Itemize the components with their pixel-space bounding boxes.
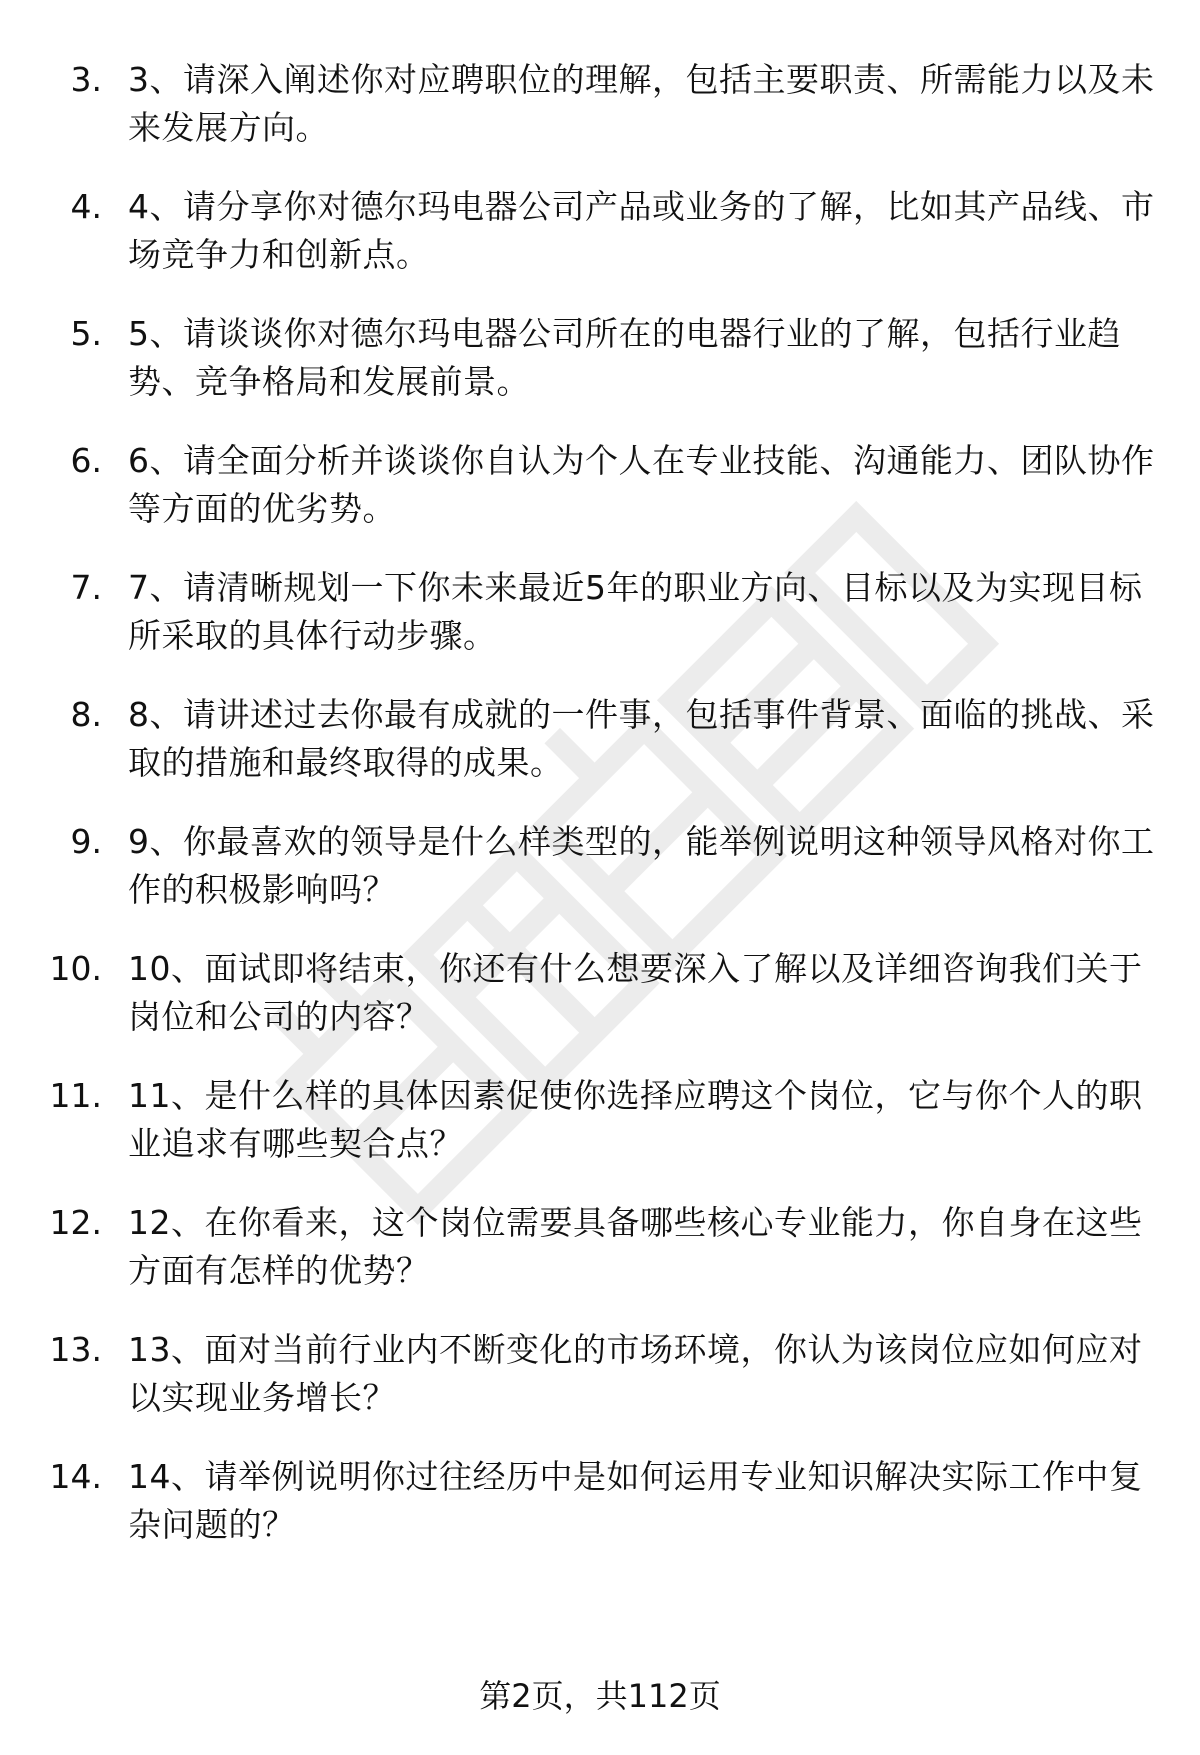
item-number: 10.: [49, 949, 102, 988]
item-number: 4.: [70, 187, 102, 226]
list-item: [0, 183, 1200, 310]
page-indicator: 第2页，共112页: [479, 1677, 721, 1715]
item-number: 3.: [70, 60, 102, 99]
item-number: 11.: [49, 1076, 102, 1115]
item-number: 6.: [70, 441, 102, 480]
item-number: 5.: [70, 314, 102, 353]
page-footer: [0, 1676, 1200, 1716]
item-number: 12.: [49, 1203, 102, 1242]
question-text: 11、是什么样的具体因素促使你选择应聘这个岗位，它与你个人的职业追求有哪些契合点？: [128, 1076, 1143, 1163]
list-item: [0, 1072, 1200, 1199]
list-item: [0, 310, 1200, 437]
list-item: [0, 818, 1200, 945]
item-number: 8.: [70, 695, 102, 734]
list-item: [0, 945, 1200, 1072]
list-item: [0, 1326, 1200, 1453]
list-item: [0, 437, 1200, 564]
list-item: [0, 691, 1200, 818]
question-text: 10、面试即将结束，你还有什么想要深入了解以及详细咨询我们关于岗位和公司的内容？: [128, 949, 1143, 1036]
question-text: 4、请分享你对德尔玛电器公司产品或业务的了解，比如其产品线、市场竞争力和创新点。: [128, 187, 1155, 274]
list-item: [0, 1199, 1200, 1326]
question-list: [0, 56, 1200, 1580]
question-text: 9、你最喜欢的领导是什么样类型的，能举例说明这种领导风格对你工作的积极影响吗？: [128, 822, 1155, 909]
question-text: 13、面对当前行业内不断变化的市场环境，你认为该岗位应如何应对以实现业务增长？: [128, 1330, 1143, 1417]
question-text: 6、请全面分析并谈谈你自认为个人在专业技能、沟通能力、团队协作等方面的优劣势。: [128, 441, 1155, 528]
question-text: 14、请举例说明你过往经历中是如何运用专业知识解决实际工作中复杂问题的？: [128, 1457, 1143, 1544]
question-text: 12、在你看来，这个岗位需要具备哪些核心专业能力，你自身在这些方面有怎样的优势？: [128, 1203, 1143, 1290]
question-text: 8、请讲述过去你最有成就的一件事，包括事件背景、面临的挑战、采取的措施和最终取得的成果。: [128, 695, 1155, 782]
question-text: 5、请谈谈你对德尔玛电器公司所在的电器行业的了解，包括行业趋势、竞争格局和发展前景。: [128, 314, 1121, 401]
list-item: [0, 56, 1200, 183]
item-number: 13.: [49, 1330, 102, 1369]
question-text: 7、请清晰规划一下你未来最近5年的职业方向、目标以及为实现目标所采取的具体行动步骤。: [128, 568, 1143, 655]
list-item: [0, 564, 1200, 691]
item-number: 7.: [70, 568, 102, 607]
item-number: 9.: [70, 822, 102, 861]
list-item: [0, 1453, 1200, 1580]
item-number: 14.: [49, 1457, 102, 1496]
question-text: 3、请深入阐述你对应聘职位的理解，包括主要职责、所需能力以及未来发展方向。: [128, 60, 1155, 147]
